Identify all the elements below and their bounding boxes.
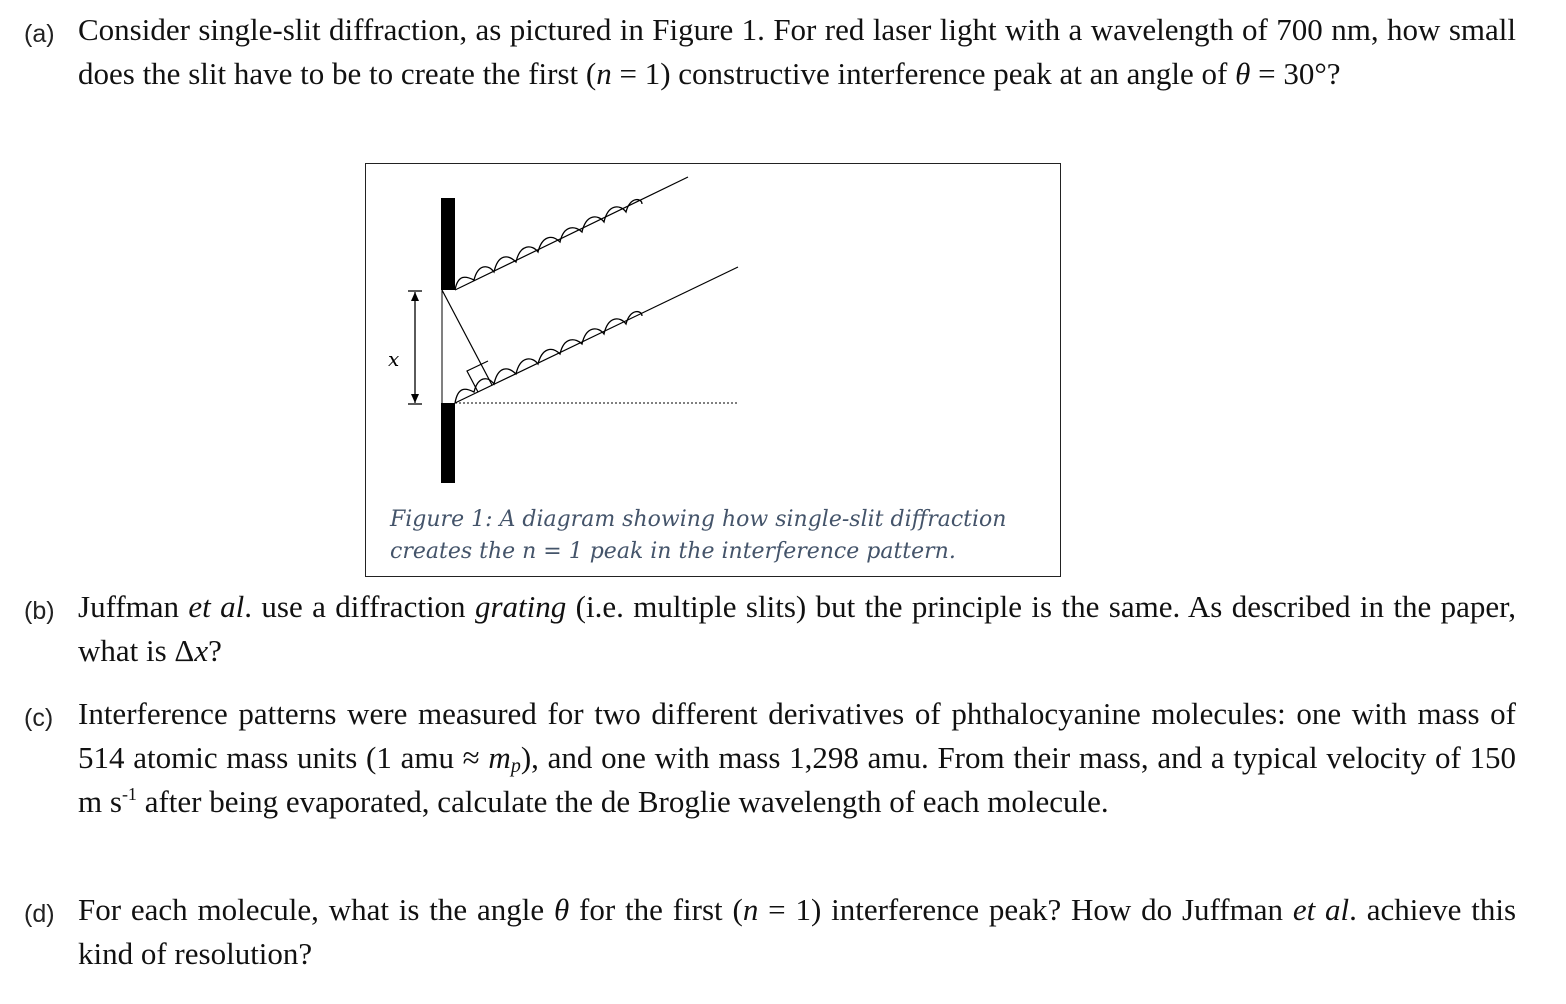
question-text: Juffman et al. use a diffraction grating (i.e. multiple slits) but the principle is the same. As described in the paper, what is Δx? xyxy=(78,589,1516,668)
slit-barrier-top xyxy=(441,198,455,290)
question-label: (d) xyxy=(24,900,55,928)
question-text: Consider single-slit diffraction, as pictured in Figure 1. For red laser light with a wavelength of 700 nm, how small does the slit have to be to create the first (n = 1) constructive interference peak at an angle of θ = 30°? xyxy=(78,12,1516,91)
slit-width-label: x xyxy=(388,347,400,371)
dimension-arrowhead-bottom xyxy=(411,394,419,403)
dimension-arrowhead-top xyxy=(411,292,419,301)
right-angle-marker xyxy=(467,361,488,392)
slit-barrier-bottom xyxy=(441,403,455,483)
question-label: (c) xyxy=(24,704,54,732)
question-label: (b) xyxy=(24,597,55,625)
ray-bottom xyxy=(455,267,738,403)
question-text: Interference patterns were measured for two different derivatives of phthalocyanine molecules: one with mass of 514 atomic mass units (1 amu ≈ $m_p$), and one with mass 1,298 amu. From their mass, and a typical velocity of 150 m $s^{-1}$ after being evaporated, calculate the de Broglie wavelength of each molecule. xyxy=(78,696,1517,819)
question-text: For each molecule, what is the angle θ for the first (n = 1) interference peak? How do Juffman et al. achieve this kind of resolution? xyxy=(78,892,1517,971)
figure-1 xyxy=(365,163,1061,577)
question-label: (a) xyxy=(24,20,55,48)
figure-caption: Figure 1: A diagram showing how single-slit diffraction creates the n = 1 peak in the interference pattern. xyxy=(390,507,1007,564)
ray-top xyxy=(455,177,688,290)
